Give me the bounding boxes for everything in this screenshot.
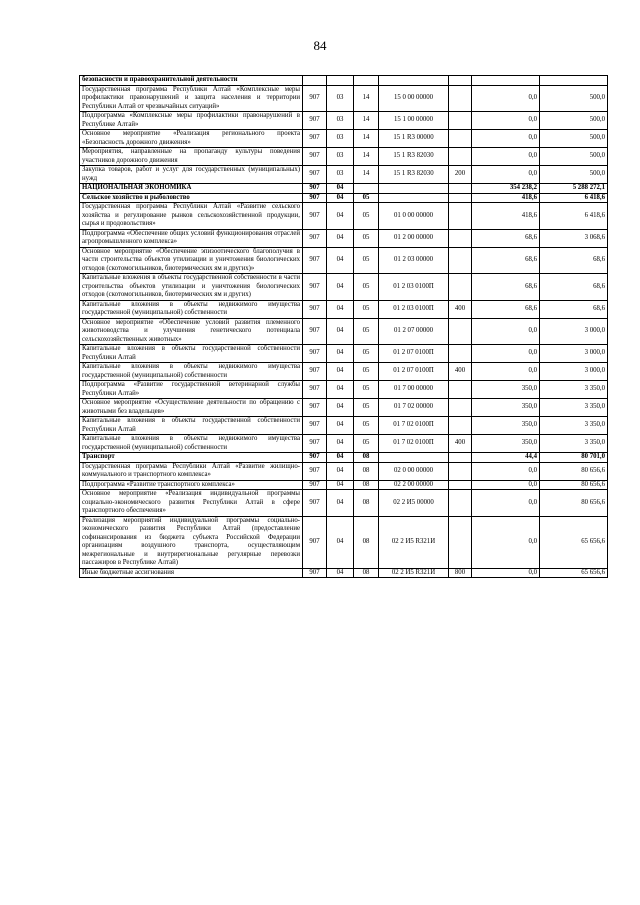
- cell-subsection: [354, 76, 379, 86]
- cell-subsection: [354, 184, 379, 194]
- table-row: [80, 193, 608, 203]
- cell-amount-2: 3 350,0: [540, 417, 608, 435]
- cell-name: Основное мероприятие «Обеспечение эпизоотического благополучия в части строительства объектов утилизации и уничтожения биологических отходов (скотомогильников, биотермических ям и других)»: [80, 247, 303, 274]
- table-row: [80, 203, 608, 230]
- cell-name: Подпрограмма «Комплексные меры профилактики правонарушений в Республике Алтай»: [80, 112, 303, 130]
- cell-name: Мероприятия, направленные на пропаганду культуры поведения участников дорожного движения: [80, 148, 303, 166]
- cell-amount-2: 80 656,6: [540, 462, 608, 480]
- table-row: [80, 166, 608, 184]
- cell-amount-1: 0,0: [472, 363, 540, 381]
- cell-subsection: 05: [354, 318, 379, 345]
- cell-amount-1: 68,6: [472, 300, 540, 318]
- cell-section: 03: [327, 112, 354, 130]
- table-row: [80, 229, 608, 247]
- cell-amount-1: 0,0: [472, 85, 540, 112]
- cell-section: 04: [327, 300, 354, 318]
- table-row: [80, 76, 608, 86]
- table-body: [80, 76, 608, 578]
- cell-subsection: 14: [354, 85, 379, 112]
- cell-grbs: 907: [303, 453, 327, 463]
- table-row: [80, 300, 608, 318]
- cell-grbs: 907: [303, 130, 327, 148]
- table-row: [80, 130, 608, 148]
- cell-expense-type: [449, 453, 472, 463]
- cell-grbs: 907: [303, 490, 327, 517]
- cell-subsection: 05: [354, 345, 379, 363]
- cell-expense-type: [449, 112, 472, 130]
- cell-subsection: 14: [354, 166, 379, 184]
- cell-name: Капитальные вложения в объекты государственной собственности в части строительства объектов утилизации и уничтожения биологических отходов (скотомогильников, биотермических ям и других): [80, 274, 303, 301]
- cell-amount-1: 0,0: [472, 148, 540, 166]
- cell-section: 04: [327, 462, 354, 480]
- cell-expense-type: 400: [449, 363, 472, 381]
- page-number: 84: [313, 38, 327, 53]
- cell-name: Государственная программа Республики Алтай «Развитие сельского хозяйства и регулирование рынков сельскохозяйственной продукции, сырья и продовольствия»: [80, 203, 303, 230]
- cell-amount-1: 68,6: [472, 274, 540, 301]
- cell-amount-1: 0,0: [472, 130, 540, 148]
- table-row: [80, 184, 608, 194]
- cell-section: 04: [327, 247, 354, 274]
- cell-amount-1: 350,0: [472, 417, 540, 435]
- cell-subsection: 05: [354, 363, 379, 381]
- cell-amount-1: 418,6: [472, 203, 540, 230]
- cell-expense-type: 800: [449, 568, 472, 578]
- cell-grbs: 907: [303, 363, 327, 381]
- cell-amount-2: 3 000,0: [540, 363, 608, 381]
- cell-amount-2: 68,6: [540, 274, 608, 301]
- cell-target-article: 01 2 03 00000: [379, 247, 449, 274]
- cell-target-article: 02 2 И5 00000: [379, 490, 449, 517]
- cell-target-article: 02 2 И5 R321И: [379, 516, 449, 568]
- cell-expense-type: [449, 148, 472, 166]
- cell-amount-1: 354 238,2: [472, 184, 540, 194]
- cell-target-article: 15 1 00 00000: [379, 112, 449, 130]
- cell-amount-1: 418,6: [472, 193, 540, 203]
- cell-section: 04: [327, 568, 354, 578]
- cell-grbs: 907: [303, 274, 327, 301]
- cell-grbs: 907: [303, 247, 327, 274]
- cell-name: безопасности и правоохранительной деятельности: [80, 76, 303, 86]
- cell-grbs: 907: [303, 568, 327, 578]
- cell-amount-1: 0,0: [472, 166, 540, 184]
- cell-name: Подпрограмма «Развитие транспортного комплекса»: [80, 480, 303, 490]
- cell-amount-1: 68,6: [472, 247, 540, 274]
- cell-section: 03: [327, 85, 354, 112]
- cell-subsection: 08: [354, 568, 379, 578]
- cell-grbs: 907: [303, 480, 327, 490]
- cell-expense-type: [449, 480, 472, 490]
- cell-target-article: 15 1 R3 82030: [379, 148, 449, 166]
- cell-target-article: 01 7 00 00000: [379, 381, 449, 399]
- cell-amount-1: 68,6: [472, 229, 540, 247]
- cell-name: Капитальные вложения в объекты недвижимого имущества государственной (муниципальной) собственности: [80, 300, 303, 318]
- cell-subsection: 05: [354, 435, 379, 453]
- cell-target-article: [379, 184, 449, 194]
- cell-subsection: 14: [354, 112, 379, 130]
- cell-amount-2: 65 656,6: [540, 568, 608, 578]
- cell-subsection: 05: [354, 193, 379, 203]
- table-row: [80, 462, 608, 480]
- table-row: [80, 318, 608, 345]
- cell-amount-2: 3 000,0: [540, 345, 608, 363]
- cell-grbs: 907: [303, 193, 327, 203]
- cell-amount-2: [540, 76, 608, 86]
- cell-grbs: 907: [303, 381, 327, 399]
- cell-subsection: 14: [354, 130, 379, 148]
- cell-amount-2: 80 656,6: [540, 490, 608, 517]
- cell-amount-2: 500,0: [540, 85, 608, 112]
- cell-name: Основное мероприятие «Осуществление деятельности по обращению с животными без владельцев»: [80, 399, 303, 417]
- cell-amount-2: 500,0: [540, 130, 608, 148]
- cell-amount-2: 68,6: [540, 247, 608, 274]
- cell-subsection: 05: [354, 229, 379, 247]
- cell-name: Капитальные вложения в объекты недвижимого имущества государственной (муниципальной) собственности: [80, 435, 303, 453]
- cell-subsection: 05: [354, 274, 379, 301]
- cell-amount-2: 3 350,0: [540, 381, 608, 399]
- cell-section: 04: [327, 453, 354, 463]
- table-row: [80, 345, 608, 363]
- cell-amount-1: 0,0: [472, 462, 540, 480]
- cell-name: Закупка товаров, работ и услуг для государственных (муниципальных) нужд: [80, 166, 303, 184]
- table-row: [80, 112, 608, 130]
- cell-target-article: 01 2 07 00000: [379, 318, 449, 345]
- cell-expense-type: [449, 203, 472, 230]
- cell-section: 04: [327, 435, 354, 453]
- cell-subsection: 14: [354, 148, 379, 166]
- cell-amount-2: 500,0: [540, 166, 608, 184]
- cell-amount-2: 68,6: [540, 300, 608, 318]
- cell-section: 04: [327, 318, 354, 345]
- cell-target-article: 01 2 03 0100П: [379, 274, 449, 301]
- cell-grbs: 907: [303, 85, 327, 112]
- cell-grbs: 907: [303, 112, 327, 130]
- cell-target-article: 02 0 00 00000: [379, 462, 449, 480]
- cell-expense-type: [449, 130, 472, 148]
- table-row: [80, 399, 608, 417]
- cell-section: 04: [327, 193, 354, 203]
- cell-target-article: 01 2 00 00000: [379, 229, 449, 247]
- table-row: [80, 417, 608, 435]
- cell-amount-2: 500,0: [540, 148, 608, 166]
- cell-name: Государственная программа Республики Алтай «Развитие жилищно-коммунального и транспортного комплекса»: [80, 462, 303, 480]
- cell-section: 04: [327, 399, 354, 417]
- cell-grbs: 907: [303, 435, 327, 453]
- cell-target-article: [379, 193, 449, 203]
- table-row: [80, 516, 608, 568]
- cell-target-article: 01 7 02 00000: [379, 399, 449, 417]
- cell-name: Основное мероприятие «Реализация регионального проекта «Безопасность дорожного движения»: [80, 130, 303, 148]
- cell-grbs: [303, 76, 327, 86]
- cell-amount-2: 3 350,0: [540, 399, 608, 417]
- cell-grbs: 907: [303, 229, 327, 247]
- cell-section: [327, 76, 354, 86]
- cell-grbs: 907: [303, 462, 327, 480]
- cell-amount-1: 0,0: [472, 490, 540, 517]
- cell-amount-2: 3 000,0: [540, 318, 608, 345]
- cell-target-article: 01 2 07 0100П: [379, 363, 449, 381]
- cell-amount-1: 0,0: [472, 480, 540, 490]
- cell-target-article: 01 2 03 0100П: [379, 300, 449, 318]
- cell-target-article: 01 7 02 0100П: [379, 417, 449, 435]
- budget-table: [79, 75, 608, 578]
- cell-amount-1: 0,0: [472, 516, 540, 568]
- cell-expense-type: [449, 274, 472, 301]
- cell-subsection: 05: [354, 381, 379, 399]
- cell-expense-type: [449, 229, 472, 247]
- cell-grbs: 907: [303, 166, 327, 184]
- cell-expense-type: [449, 462, 472, 480]
- table-row: [80, 274, 608, 301]
- table-row: [80, 363, 608, 381]
- cell-amount-2: 80 656,6: [540, 480, 608, 490]
- cell-amount-2: 3 350,0: [540, 435, 608, 453]
- cell-expense-type: [449, 76, 472, 86]
- cell-subsection: 08: [354, 462, 379, 480]
- cell-amount-2: 6 418,6: [540, 203, 608, 230]
- cell-grbs: 907: [303, 516, 327, 568]
- cell-amount-1: [472, 76, 540, 86]
- table-row: [80, 381, 608, 399]
- cell-amount-1: 350,0: [472, 399, 540, 417]
- cell-name: Сельское хозяйство и рыболовство: [80, 193, 303, 203]
- cell-target-article: 02 2 И5 R321И: [379, 568, 449, 578]
- table-row: [80, 435, 608, 453]
- cell-expense-type: 400: [449, 435, 472, 453]
- cell-section: 04: [327, 345, 354, 363]
- cell-name: Подпрограмма «Развитие государственной ветеринарной службы Республики Алтай»: [80, 381, 303, 399]
- cell-section: 03: [327, 130, 354, 148]
- cell-amount-1: 350,0: [472, 435, 540, 453]
- cell-expense-type: [449, 399, 472, 417]
- cell-section: 04: [327, 381, 354, 399]
- cell-grbs: 907: [303, 417, 327, 435]
- cell-grbs: 907: [303, 203, 327, 230]
- cell-target-article: 02 2 00 00000: [379, 480, 449, 490]
- cell-subsection: 05: [354, 300, 379, 318]
- cell-expense-type: [449, 417, 472, 435]
- cell-name: НАЦИОНАЛЬНАЯ ЭКОНОМИКА: [80, 184, 303, 194]
- cell-name: Государственная программа Республики Алтай «Комплексные меры профилактики правонарушений и защита населения и территории Республики Алтай от чрезвычайных ситуаций»: [80, 85, 303, 112]
- cell-subsection: 05: [354, 399, 379, 417]
- cell-expense-type: [449, 381, 472, 399]
- cell-section: 03: [327, 148, 354, 166]
- cell-grbs: 907: [303, 300, 327, 318]
- cell-target-article: 15 1 R3 00000: [379, 130, 449, 148]
- cell-subsection: 08: [354, 490, 379, 517]
- cell-subsection: 05: [354, 247, 379, 274]
- cell-amount-2: 5 288 272,1: [540, 184, 608, 194]
- cell-target-article: [379, 76, 449, 86]
- cell-grbs: 907: [303, 148, 327, 166]
- cell-target-article: 01 7 02 0100П: [379, 435, 449, 453]
- cell-name: Основное мероприятие «Обеспечение условий развития племенного животноводства и улучшения генетического потенциала сельскохозяйственных животных»: [80, 318, 303, 345]
- cell-name: Основное мероприятие «Реализация индивидуальной программы социально-экономического развития Республики Алтай в сфере транспортного обеспечения»: [80, 490, 303, 517]
- cell-expense-type: [449, 247, 472, 274]
- cell-amount-1: 0,0: [472, 318, 540, 345]
- table-row: [80, 247, 608, 274]
- cell-subsection: 08: [354, 453, 379, 463]
- cell-expense-type: [449, 184, 472, 194]
- cell-name: Транспорт: [80, 453, 303, 463]
- cell-section: 04: [327, 274, 354, 301]
- cell-grbs: 907: [303, 318, 327, 345]
- table-row: [80, 148, 608, 166]
- cell-name: Капитальные вложения в объекты недвижимого имущества государственной (муниципальной) собственности: [80, 363, 303, 381]
- cell-amount-2: 65 656,6: [540, 516, 608, 568]
- cell-grbs: 907: [303, 345, 327, 363]
- cell-amount-2: 3 068,6: [540, 229, 608, 247]
- cell-expense-type: [449, 345, 472, 363]
- cell-amount-1: 350,0: [472, 381, 540, 399]
- cell-target-article: [379, 453, 449, 463]
- cell-target-article: 01 2 07 0100П: [379, 345, 449, 363]
- cell-amount-1: 0,0: [472, 568, 540, 578]
- cell-amount-1: 44,4: [472, 453, 540, 463]
- cell-grbs: 907: [303, 184, 327, 194]
- table-row: [80, 490, 608, 517]
- cell-subsection: 08: [354, 516, 379, 568]
- cell-expense-type: [449, 490, 472, 517]
- cell-section: 04: [327, 490, 354, 517]
- cell-section: 04: [327, 363, 354, 381]
- cell-expense-type: [449, 516, 472, 568]
- cell-target-article: 15 1 R3 82030: [379, 166, 449, 184]
- cell-section: 04: [327, 229, 354, 247]
- cell-subsection: 05: [354, 203, 379, 230]
- cell-amount-1: 0,0: [472, 345, 540, 363]
- table-row: [80, 568, 608, 578]
- cell-expense-type: [449, 193, 472, 203]
- cell-amount-2: 6 418,6: [540, 193, 608, 203]
- cell-target-article: 15 0 00 00000: [379, 85, 449, 112]
- cell-name: Иные бюджетные ассигнования: [80, 568, 303, 578]
- cell-name: Реализация мероприятий индивидуальной программы социально-экономического развития Республики Алтай (предоставление софинансирования из бюджета субъекта Российской Федерации организациям воздушного транспорта, осуществляющим межрегиональные и внутрирегиональные регулярные перевозки пассажиров в Республике Алтай): [80, 516, 303, 568]
- cell-expense-type: 400: [449, 300, 472, 318]
- cell-name: Подпрограмма «Обеспечение общих условий функционирования отраслей агропромышленного комплекса»: [80, 229, 303, 247]
- cell-amount-2: 80 701,0: [540, 453, 608, 463]
- cell-section: 04: [327, 516, 354, 568]
- cell-name: Капитальные вложения в объекты государственной собственности Республики Алтай: [80, 345, 303, 363]
- cell-section: 04: [327, 417, 354, 435]
- cell-subsection: 05: [354, 417, 379, 435]
- cell-target-article: 01 0 00 00000: [379, 203, 449, 230]
- table-row: [80, 453, 608, 463]
- cell-section: 04: [327, 480, 354, 490]
- cell-name: Капитальные вложения в объекты государственной собственности Республики Алтай: [80, 417, 303, 435]
- cell-expense-type: 200: [449, 166, 472, 184]
- cell-expense-type: [449, 85, 472, 112]
- cell-section: 03: [327, 166, 354, 184]
- cell-section: 04: [327, 203, 354, 230]
- cell-amount-1: 0,0: [472, 112, 540, 130]
- cell-grbs: 907: [303, 399, 327, 417]
- cell-expense-type: [449, 318, 472, 345]
- cell-section: 04: [327, 184, 354, 194]
- table-row: [80, 85, 608, 112]
- cell-amount-2: 500,0: [540, 112, 608, 130]
- table-row: [80, 480, 608, 490]
- cell-subsection: 08: [354, 480, 379, 490]
